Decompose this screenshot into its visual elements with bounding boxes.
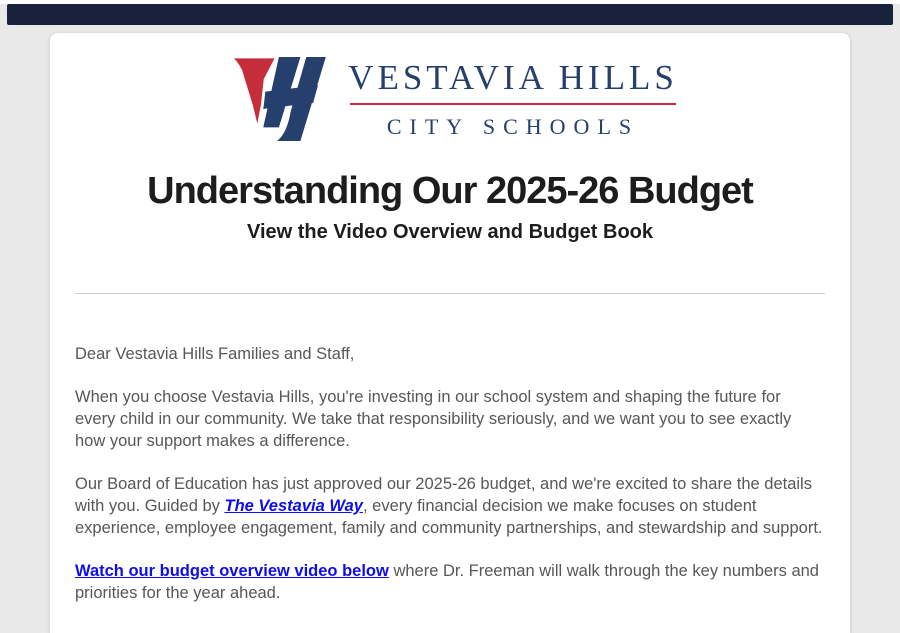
watch-video-link[interactable]: Watch our budget overview video below <box>75 562 389 580</box>
page-title: Understanding Our 2025-26 Budget <box>147 170 753 212</box>
paragraph-board <box>75 473 825 539</box>
email-card <box>50 33 850 633</box>
paragraph-board-text-after: , every financial decision we make focuses on student experience, employee engagement, family and community partnerships, and stewardship and support. <box>75 497 823 537</box>
logo-subtitle: CITY SCHOOLS <box>386 114 640 139</box>
email-body <box>75 343 825 604</box>
top-bar <box>7 4 893 25</box>
logo-title: VESTAVIA HILLS <box>348 58 678 97</box>
paragraph-investing: When you choose Vestavia Hills, you're investing in our school system and shaping the future for every child in our community. We take that responsibility seriously, and we want you to see exactly how your support makes a difference. <box>75 388 792 450</box>
section-divider <box>75 293 825 294</box>
paragraph-watch-text-after: where Dr. Freeman will walk through the key numbers and priorities for the year ahead. <box>75 562 819 602</box>
page-background <box>0 25 900 600</box>
vestavia-hills-logo <box>75 55 825 143</box>
paragraph-watch <box>75 560 825 604</box>
page-subtitle: View the Video Overview and Budget Book <box>246 221 654 243</box>
logo-wordmark <box>348 58 678 140</box>
vh-logo-mark-icon <box>222 55 326 143</box>
greeting-text: Dear Vestavia Hills Families and Staff, <box>75 345 355 363</box>
paragraph-board-text-before: Our Board of Education has just approved our 2025-26 budget, and we're excited to share the details with you. Guided by <box>75 475 812 515</box>
vestavia-way-link[interactable]: The Vestavia Way <box>224 497 363 515</box>
logo-divider-rule <box>350 103 676 105</box>
